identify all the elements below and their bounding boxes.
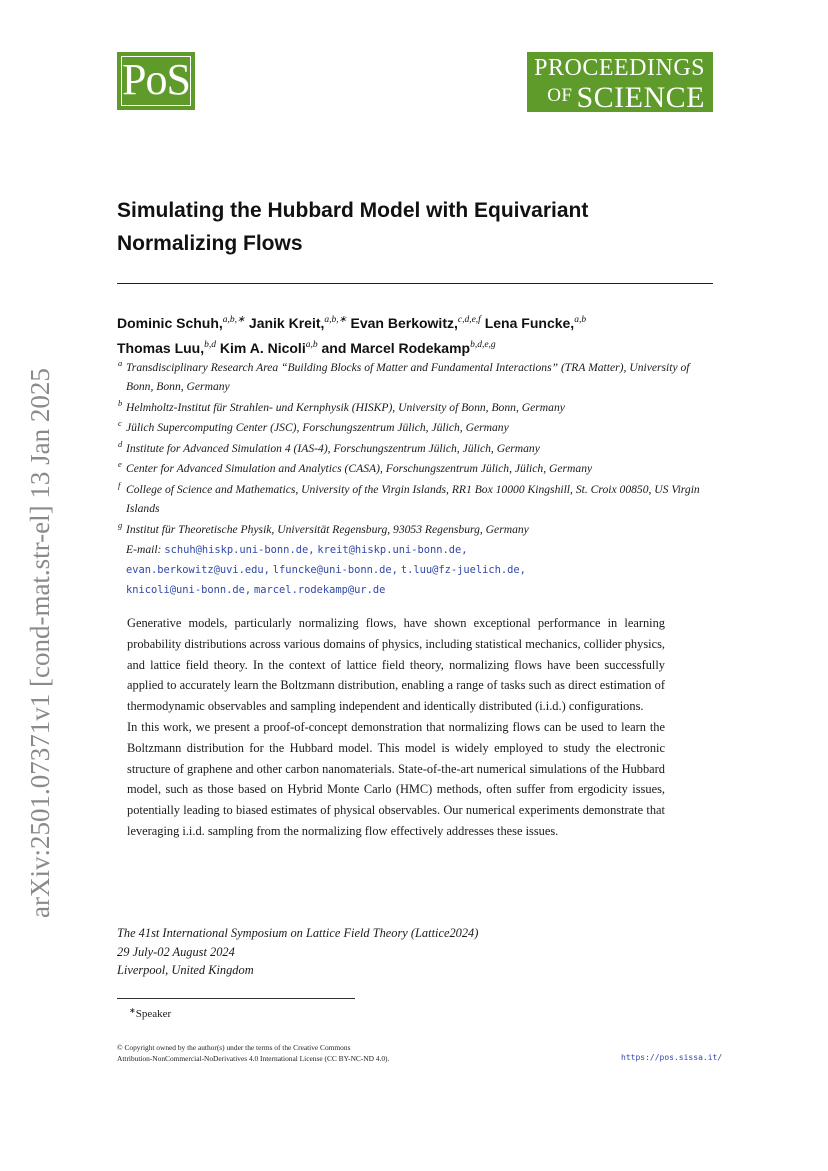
author-line-1 (117, 309, 717, 334)
author: Janik Kreit,$^{a,b,∗}$ (248, 315, 347, 331)
author: Dominic Schuh,$^{a,b,∗}$ (117, 315, 246, 331)
abstract-paragraph-1: Generative models, particularly normalizing flows, have shown exceptional performance in learning probability distributions across various domains of physics, including statistical mechanics, collider physics, and lattice field theory. In the context of lattice field theory, normalizing flows have been successfully applied to accurately learn the Boltzmann distribution, enabling a range of tasks such as direct estimation of thermodynamic observables and sampling independent and identically distributed (i.i.d.) configurations. (127, 616, 665, 714)
pos-logo-text: PoS (122, 55, 190, 104)
science-label (547, 80, 705, 114)
author: Lena Funcke,$^{a,b}$ (484, 315, 587, 331)
author: and Marcel Rodekamp$^{b,d,e,g}$ (321, 340, 496, 356)
conference-name: The 41st International Symposium on Lattice Field Theory (Lattice2024) (117, 926, 479, 940)
conference-location: Liverpool, United Kingdom (117, 963, 254, 977)
email-link[interactable]: evan.berkowitz@uvi.edu, (126, 564, 270, 577)
copyright-notice (117, 1042, 389, 1064)
email-label: E-mail: (126, 543, 162, 557)
affiliation-a: a Transdisciplinary Research Area “Building Blocks of Matter and Fundamental Interactions” (TRA Matter), University of Bonn, Bonn, Germany (118, 358, 690, 393)
footnote (129, 1003, 171, 1022)
pos-url-link[interactable]: https://pos.sissa.it/ (621, 1053, 723, 1062)
affiliation-b: b Helmholtz-Institut für Strahlen- und Kernphysik (HISKP), University of Bonn, Bonn, Germany (118, 397, 565, 414)
author: Evan Berkowitz,$^{c,d,e,f}$ (350, 315, 481, 331)
footnote-mark: ∗ (129, 1006, 136, 1015)
paper-title (117, 194, 717, 260)
proceedings-of-science-banner (527, 52, 713, 112)
title-line-1: Simulating the Hubbard Model with Equivariant (117, 199, 589, 222)
conference-info (117, 924, 478, 980)
email-link[interactable]: t.luu@fz-juelich.de, (400, 564, 526, 577)
affiliation-f: f College of Science and Mathematics, University of the Virgin Islands, RR1 Box 10000 Kingshill, St. Croix 00850, US Virgin Islands (118, 479, 700, 515)
title-line-2: Normalizing Flows (117, 232, 303, 255)
affiliation-e: e Center for Advanced Simulation and Analytics (CASA), Forschungszentrum Jülich, Jülich, Germany (118, 459, 593, 476)
email-link[interactable]: knicoli@uni-bonn.de, (126, 584, 252, 597)
arxiv-stamp: arXiv:2501.07371v1 [cond-mat.str-el] 13 Jan 2025 (25, 368, 55, 918)
email-link[interactable]: marcel.rodekamp@ur.de (254, 584, 386, 597)
of-label: OF (547, 85, 573, 106)
affiliation-d: d Institute for Advanced Simulation 4 (IAS-4), Forschungszentrum Jülich, Jülich, Germany (118, 438, 540, 455)
copyright-line-2: Attribution-NonCommercial-NoDerivatives 4.0 International License (CC BY-NC-ND 4.0). (117, 1054, 390, 1063)
affiliation-c: c Jülich Supercomputing Center (JSC), Forschungszentrum Jülich, Jülich, Germany (118, 418, 509, 435)
author-line-2 (117, 334, 717, 359)
affiliation-g: g Institut für Theoretische Physik, Universität Regensburg, 93053 Regensburg, Germany (118, 519, 529, 536)
footnote-text: Speaker (135, 1008, 172, 1020)
abstract-paragraph-2: In this work, we present a proof-of-concept demonstration that normalizing flows can be used to learn the Boltzmann distribution for the Hubbard model. This model is widely employed to study the electronic structure of graphene and other carbon nanomaterials. State-of-the-art numerical simulations of the Hubbard model, such as those based on Hybrid Monte Carlo (HMC) methods, often suffer from ergodicity issues, potentially leading to biased estimates of physical observables. Our numerical experiments demonstrate that leveraging i.i.d. sampling from the normalizing flow effectively addresses these issues. (127, 719, 665, 838)
science-word: SCIENCE (576, 81, 705, 114)
footnote-rule (117, 998, 355, 999)
email-link[interactable]: schuh@hiskp.uni-bonn.de, (164, 544, 315, 557)
abstract (127, 613, 665, 842)
email-link[interactable]: lfuncke@uni-bonn.de, (272, 564, 398, 577)
email-block (117, 540, 717, 600)
pos-logo (117, 52, 195, 110)
author-list (117, 309, 717, 359)
affiliations (117, 358, 717, 600)
author: Thomas Luu,$^{b,d}$ (117, 340, 216, 356)
copyright-line-1: © Copyright owned by the author(s) under the terms of the Creative Commons (117, 1043, 351, 1052)
email-link[interactable]: kreit@hiskp.uni-bonn.de, (317, 544, 468, 557)
title-rule (117, 283, 713, 284)
conference-dates: 29 July-02 August 2024 (117, 944, 235, 959)
author: Kim A. Nicoli$^{a,b}$ (219, 340, 318, 356)
proceedings-label: PROCEEDINGS (534, 55, 705, 81)
